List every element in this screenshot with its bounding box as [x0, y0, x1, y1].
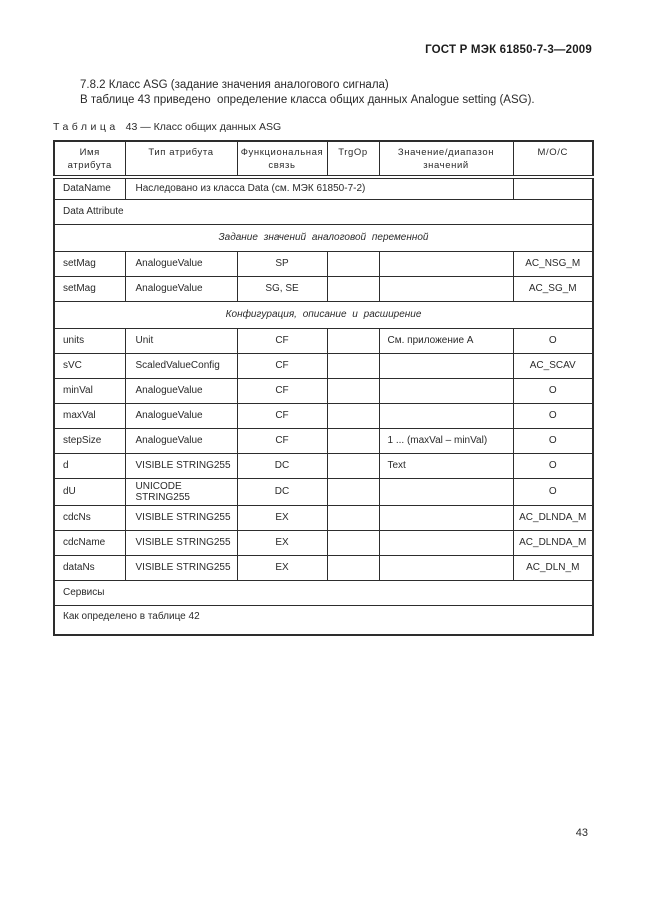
cell-functional-constraint: CF: [237, 328, 327, 353]
cell-attribute-name: dU: [54, 478, 125, 505]
cell-functional-constraint: DC: [237, 478, 327, 505]
column-header-functional-constraint: Функциональная связь: [237, 141, 327, 177]
cell-attribute-type: AnalogueValue: [125, 428, 237, 453]
cell-attribute-type: UNICODE STRING255: [125, 478, 237, 505]
table-caption-label: Таблица: [53, 121, 119, 133]
cell-trgop: [327, 378, 379, 403]
cell-inherited-text: Наследовано из класса Data (см. МЭК 61850-7-2): [125, 177, 513, 199]
section-heading: 7.8.2 Класс ASG (задание значения аналогового сигнала): [80, 79, 389, 91]
cell-functional-constraint: DC: [237, 453, 327, 478]
cell-attribute-type: ScaledValueConfig: [125, 353, 237, 378]
cell-attribute-name: stepSize: [54, 428, 125, 453]
inherited-row: [54, 177, 593, 199]
cell-attribute-type: VISIBLE STRING255: [125, 505, 237, 530]
cell-functional-constraint: EX: [237, 530, 327, 555]
cell-attribute-name: sVC: [54, 353, 125, 378]
cell-moc: O: [513, 453, 593, 478]
cell-attribute-type: Unit: [125, 328, 237, 353]
cell-trgop: [327, 530, 379, 555]
cell-trgop: [327, 251, 379, 276]
cell-value-range: [379, 403, 513, 428]
cell-moc: O: [513, 378, 593, 403]
cell-trgop: [327, 276, 379, 301]
cell-attribute-name: minVal: [54, 378, 125, 403]
cell-value-range: См. приложение А: [379, 328, 513, 353]
cell-functional-constraint: CF: [237, 378, 327, 403]
cell-attribute-type: AnalogueValue: [125, 378, 237, 403]
cell-trgop: [327, 478, 379, 505]
attribute-row: [54, 555, 593, 580]
cell-value-range: [379, 353, 513, 378]
intro-paragraph: В таблице 43 приведено определение класса общих данных Analogue setting (ASG).: [80, 94, 535, 106]
cell-attribute-name: DataName: [54, 177, 125, 199]
cell-attribute-type: VISIBLE STRING255: [125, 530, 237, 555]
table-caption-text: 43 — Класс общих данных ASG: [125, 121, 282, 133]
spanning-row: [54, 199, 593, 224]
cell-moc: O: [513, 428, 593, 453]
cell-moc: AC_DLN_M: [513, 555, 593, 580]
attribute-row: [54, 251, 593, 276]
cell-value-range: [379, 251, 513, 276]
cell-attribute-type: VISIBLE STRING255: [125, 555, 237, 580]
attribute-row: [54, 276, 593, 301]
cell-value-range: Text: [379, 453, 513, 478]
attribute-row: [54, 505, 593, 530]
column-header-trgop: TrgOp: [327, 141, 379, 177]
column-header-attribute-type: Тип атрибута: [125, 141, 237, 177]
section-row: [54, 301, 593, 328]
cell-functional-constraint: CF: [237, 403, 327, 428]
cell-trgop: [327, 428, 379, 453]
table-caption: [53, 121, 592, 134]
cell-attribute-type: AnalogueValue: [125, 403, 237, 428]
cell-attribute-type: AnalogueValue: [125, 276, 237, 301]
cell-moc: AC_SCAV: [513, 353, 593, 378]
cell-attribute-type: VISIBLE STRING255: [125, 453, 237, 478]
cell-moc: O: [513, 478, 593, 505]
cell-value-range: 1 ... (maxVal – minVal): [379, 428, 513, 453]
cell-functional-constraint: EX: [237, 505, 327, 530]
cdc-class-table: [53, 140, 594, 636]
spanning-row: [54, 605, 593, 635]
cell-attribute-name: d: [54, 453, 125, 478]
cell-functional-constraint: SP: [237, 251, 327, 276]
cell-functional-constraint: CF: [237, 428, 327, 453]
attribute-row: [54, 353, 593, 378]
cell-spanning-text: Сервисы: [54, 580, 593, 605]
cell-functional-constraint: EX: [237, 555, 327, 580]
column-header-value-range: Значение/диапазон значений: [379, 141, 513, 177]
spanning-row: [54, 580, 593, 605]
table-body: [54, 177, 593, 635]
page-number: 43: [575, 827, 588, 839]
document-title: ГОСТ Р МЭК 61850-7-3—2009: [425, 44, 592, 56]
cell-functional-constraint: CF: [237, 353, 327, 378]
cell-spanning-text: Как определено в таблице 42: [54, 605, 593, 635]
cell-trgop: [327, 328, 379, 353]
cell-attribute-name: setMag: [54, 251, 125, 276]
cell-moc: [513, 177, 593, 199]
cell-trgop: [327, 403, 379, 428]
cell-moc: O: [513, 328, 593, 353]
cell-moc: AC_DLNDA_M: [513, 505, 593, 530]
cell-value-range: [379, 505, 513, 530]
attribute-row: [54, 478, 593, 505]
cell-attribute-name: setMag: [54, 276, 125, 301]
cell-attribute-name: dataNs: [54, 555, 125, 580]
cell-attribute-type: AnalogueValue: [125, 251, 237, 276]
cell-attribute-name: cdcNs: [54, 505, 125, 530]
cell-functional-constraint: SG, SE: [237, 276, 327, 301]
column-header-attribute-name: Имя атрибута: [54, 141, 125, 177]
cell-value-range: [379, 378, 513, 403]
attribute-row: [54, 428, 593, 453]
cell-value-range: [379, 276, 513, 301]
cell-moc: O: [513, 403, 593, 428]
attribute-row: [54, 378, 593, 403]
cell-trgop: [327, 353, 379, 378]
cell-trgop: [327, 505, 379, 530]
cell-spanning-text: Data Attribute: [54, 199, 593, 224]
cell-value-range: [379, 530, 513, 555]
section-row: [54, 224, 593, 251]
attribute-row: [54, 530, 593, 555]
attribute-row: [54, 328, 593, 353]
cell-trgop: [327, 555, 379, 580]
attribute-row: [54, 403, 593, 428]
cell-attribute-name: cdcName: [54, 530, 125, 555]
table-header-row: [54, 141, 593, 177]
cell-attribute-name: maxVal: [54, 403, 125, 428]
attribute-row: [54, 453, 593, 478]
cell-attribute-name: units: [54, 328, 125, 353]
cell-section-title: Конфигурация, описание и расширение: [54, 301, 593, 328]
cell-moc: AC_NSG_M: [513, 251, 593, 276]
cell-value-range: [379, 478, 513, 505]
cell-section-title: Задание значений аналоговой переменной: [54, 224, 593, 251]
cell-trgop: [327, 453, 379, 478]
cell-value-range: [379, 555, 513, 580]
cell-moc: AC_SG_M: [513, 276, 593, 301]
column-header-moc: М/О/С: [513, 141, 593, 177]
body-text-block: [53, 78, 592, 108]
cell-moc: AC_DLNDA_M: [513, 530, 593, 555]
